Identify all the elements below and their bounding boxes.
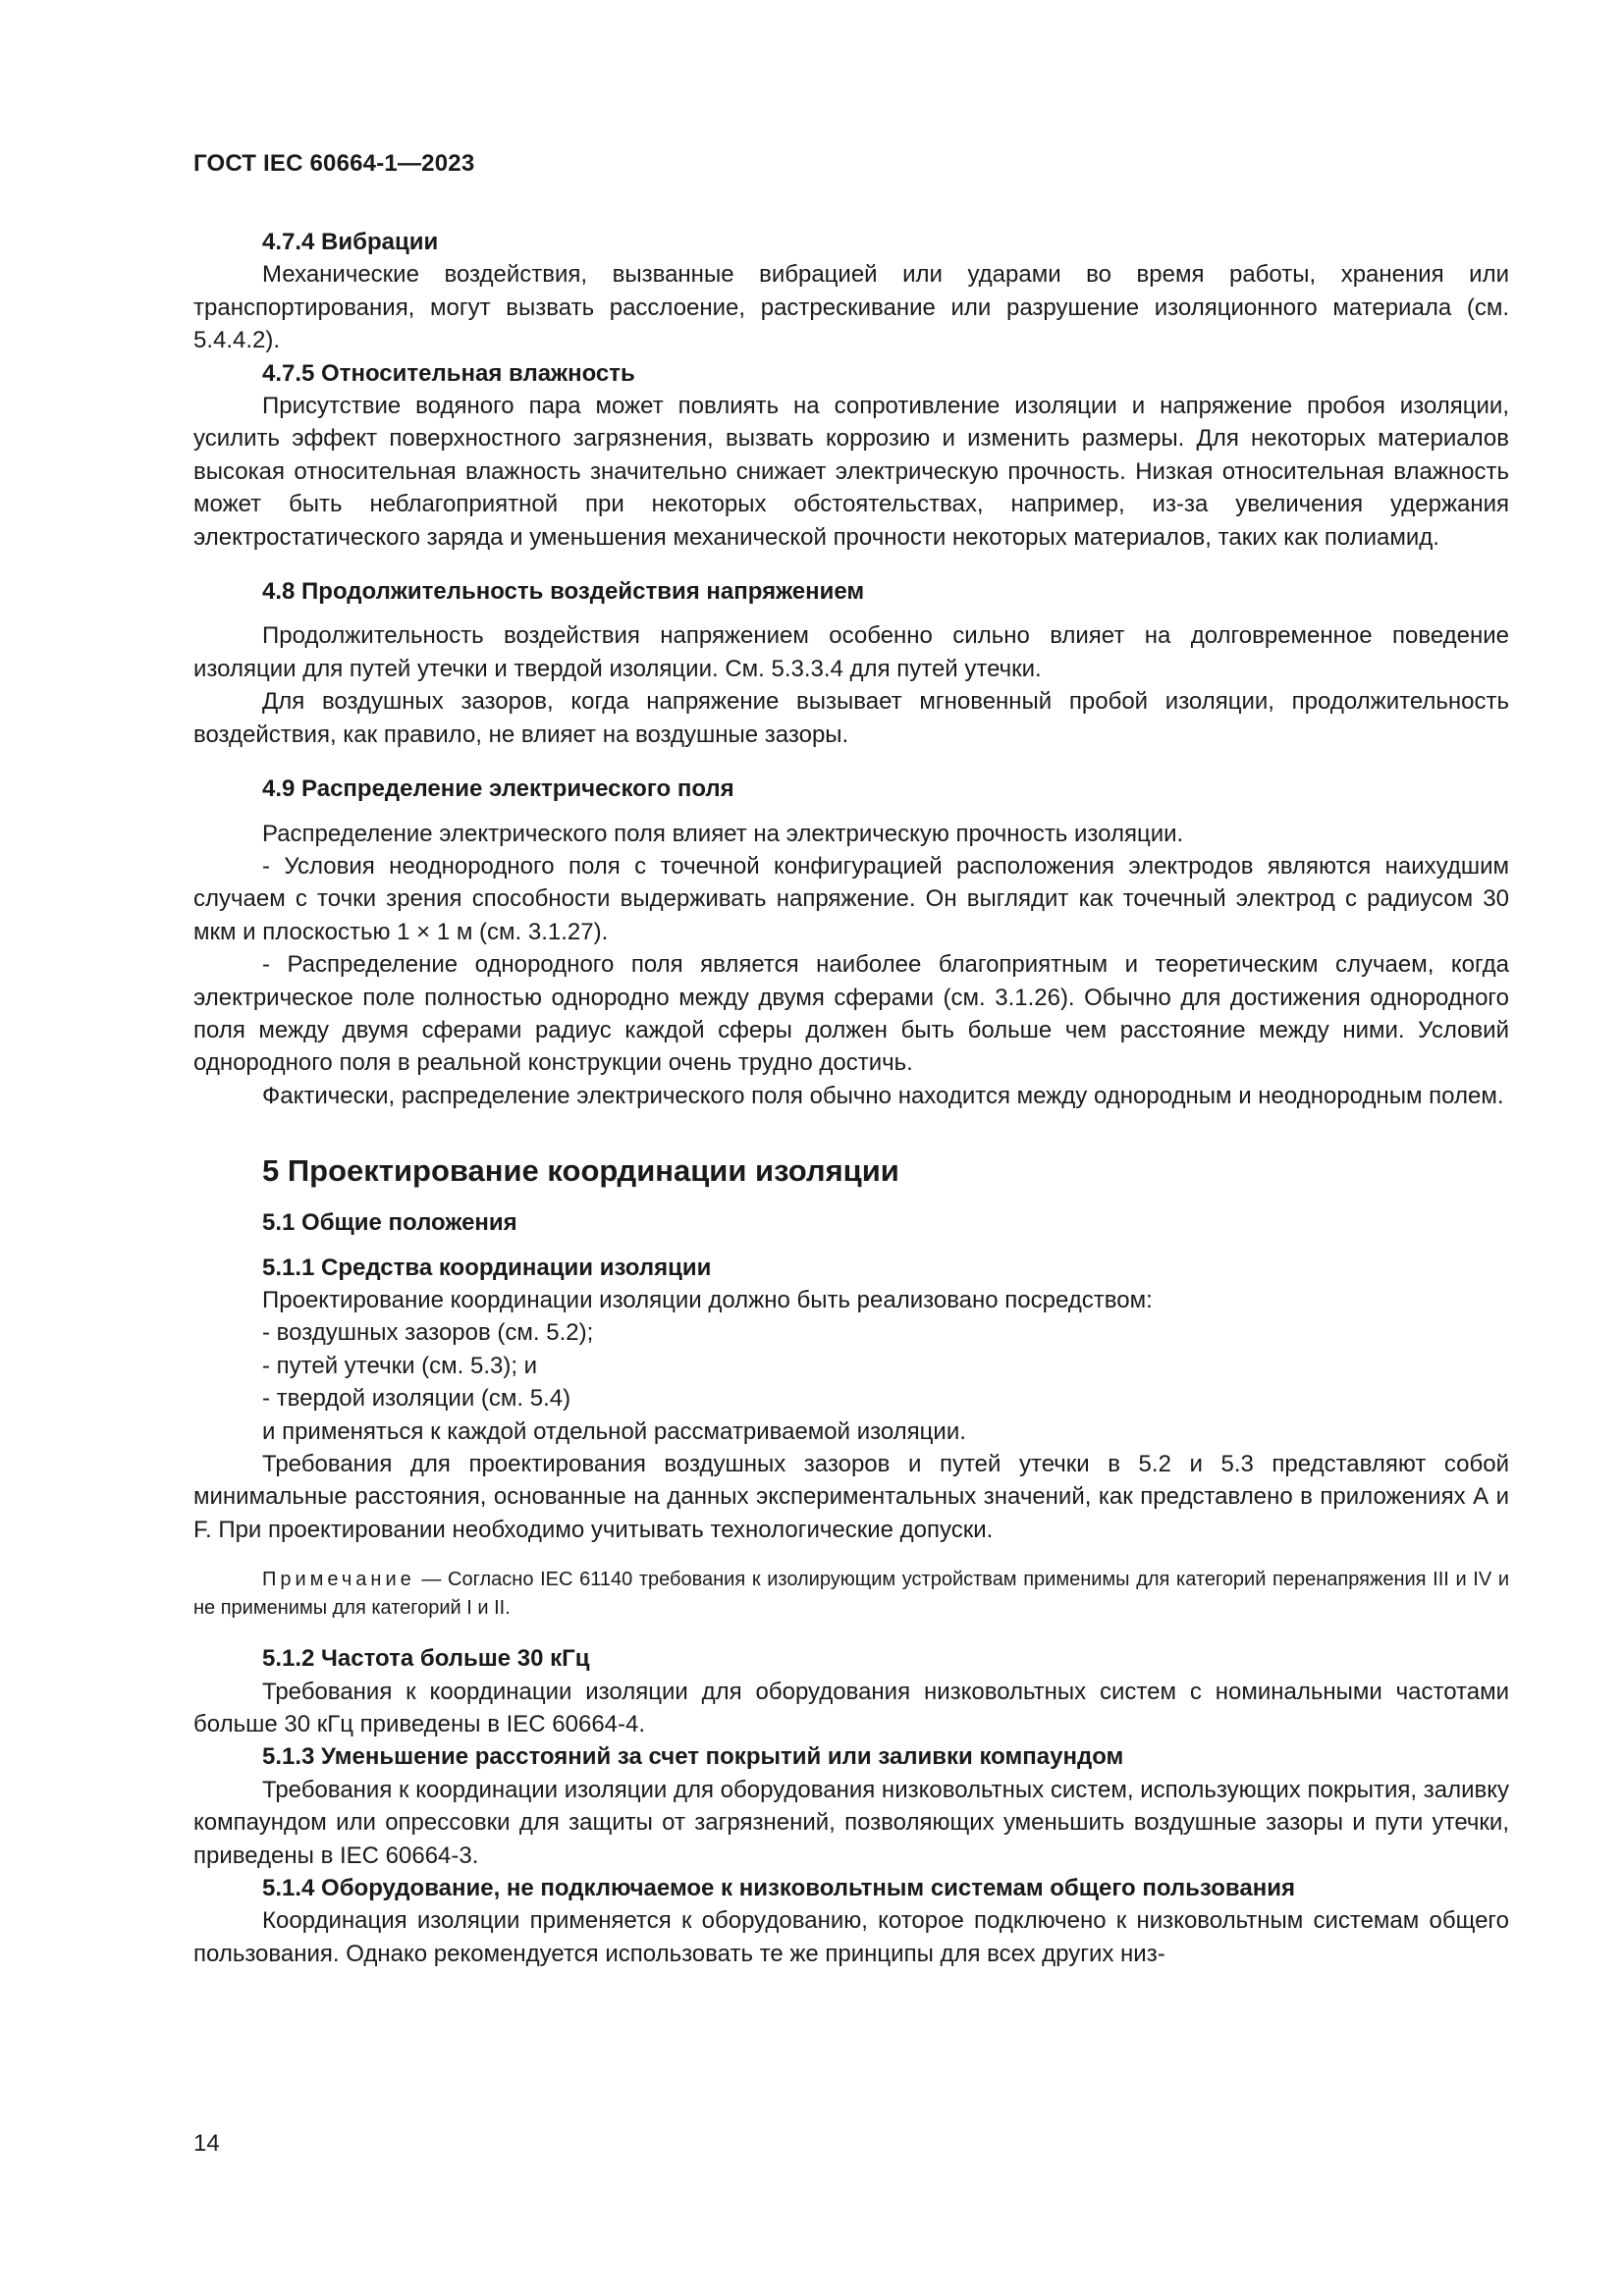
list-item: - воздушных зазоров (см. 5.2); xyxy=(262,1319,594,1347)
paragraph: Требования к координации изоляции для оборудования низковольтных систем с номинальными частотами больше 30 кГц приведены в IEC 60664-4. xyxy=(193,1678,1509,1738)
paragraph: Фактически, распределение электрического поля обычно находится между однородным и неоднородным полем. xyxy=(262,1082,1504,1109)
page-content xyxy=(193,226,1509,1970)
document-header: ГОСТ IEC 60664-1—2023 xyxy=(193,150,475,177)
paragraph: - Условия неоднородного поля с точечной конфигурацией расположения электродов являются наихудшим случаем с точки зрения способности выдерживать напряжение. Он выглядит как точечный электрод с радиусом 30 мкм и плоскостью 1 × 1 м (см. 3.1.27). xyxy=(193,852,1509,945)
heading-4-7-5: 4.7.5 Относительная влажность xyxy=(262,359,635,387)
list-item: - путей утечки (см. 5.3); и xyxy=(262,1352,538,1379)
note-text: — Согласно IEC 61140 требования к изолирующим устройствам применимы для категорий перенапряжения III и IV и не применимы для категорий I и II. xyxy=(193,1569,1509,1620)
list-item: - твердой изоляции (см. 5.4) xyxy=(262,1385,571,1413)
heading-5-1-1: 5.1.1 Средства координации изоляции xyxy=(262,1254,712,1281)
heading-5-1-2: 5.1.2 Частота больше 30 кГц xyxy=(262,1645,590,1673)
paragraph: Механические воздействия, вызванные вибрацией или ударами во время работы, хранения или транспортирования, могут вызвать расслоение, растрескивание или разрушение изоляционного материала (см. 5.4.4.2). xyxy=(193,261,1509,354)
heading-4-8: 4.8 Продолжительность воздействия напряжением xyxy=(262,578,865,606)
paragraph: - Распределение однородного поля является наиболее благоприятным и теоретическим случаем, когда электрическое поле полностью однородно между двумя сферами (см. 3.1.26). Обычно для достижения однородного поля между двумя сферами радиус каждой сферы должен быть больше чем расстояние между ними. Условий однородного поля в реальной конструкции очень трудно достичь. xyxy=(193,951,1509,1077)
page-number: 14 xyxy=(193,2130,220,2157)
paragraph: и применяться к каждой отдельной рассматриваемой изоляции. xyxy=(262,1417,966,1445)
paragraph: Для воздушных зазоров, когда напряжение вызывает мгновенный пробой изоляции, продолжительность воздействия, как правило, не влияет на воздушные зазоры. xyxy=(193,688,1509,748)
paragraph: Распределение электрического поля влияет на электрическую прочность изоляции. xyxy=(262,820,1184,847)
heading-4-9: 4.9 Распределение электрического поля xyxy=(262,775,734,803)
section-5-title: 5 Проектирование координации изоляции xyxy=(262,1153,899,1189)
paragraph: Присутствие водяного пара может повлиять на сопротивление изоляции и напряжение пробоя изоляции, усилить эффект поверхностного загрязнения, вызвать коррозию и изменить размеры. Для некоторых материалов высокая относительная влажность значительно снижает электрическую прочность. Низкая относительная влажность может быть неблагоприятной при некоторых обстоятельствах, например, из-за увеличения удержания электростатического заряда и уменьшения механической прочности некоторых материалов, таких как полиамид. xyxy=(193,393,1509,551)
heading-4-7-4: 4.7.4 Вибрации xyxy=(262,229,439,255)
paragraph: Координация изоляции применяется к оборудованию, которое подключено к низковольтным системам общего пользования. Однако рекомендуется использовать те же принципы для всех других низ- xyxy=(193,1907,1509,1967)
heading-5-1-4: 5.1.4 Оборудование, не подключаемое к низковольтным системам общего пользования xyxy=(262,1875,1295,1902)
note-label: Примечание xyxy=(262,1569,415,1591)
note xyxy=(193,1566,1509,1623)
heading-5-1-3: 5.1.3 Уменьшение расстояний за счет покрытий или заливки компаундом xyxy=(262,1743,1124,1771)
paragraph: Требования к координации изоляции для оборудования низковольтных систем, использующих покрытия, заливку компаундом или опрессовки для защиты от загрязнений, позволяющих уменьшить воздушные зазоры и пути утечки, приведены в IEC 60664-3. xyxy=(193,1776,1509,1869)
heading-5-1: 5.1 Общие положения xyxy=(262,1209,517,1237)
paragraph: Проектирование координации изоляции должно быть реализовано посредством: xyxy=(262,1286,1153,1313)
paragraph: Продолжительность воздействия напряжением особенно сильно влияет на долговременное поведение изоляции для путей утечки и твердой изоляции. См. 5.3.3.4 для путей утечки. xyxy=(193,622,1509,682)
paragraph: Требования для проектирования воздушных зазоров и путей утечки в 5.2 и 5.3 представляют собой минимальные расстояния, основанные на данных экспериментальных значений, как представлено в приложениях А и F. При проектировании необходимо учитывать технологические допуски. xyxy=(193,1451,1509,1543)
